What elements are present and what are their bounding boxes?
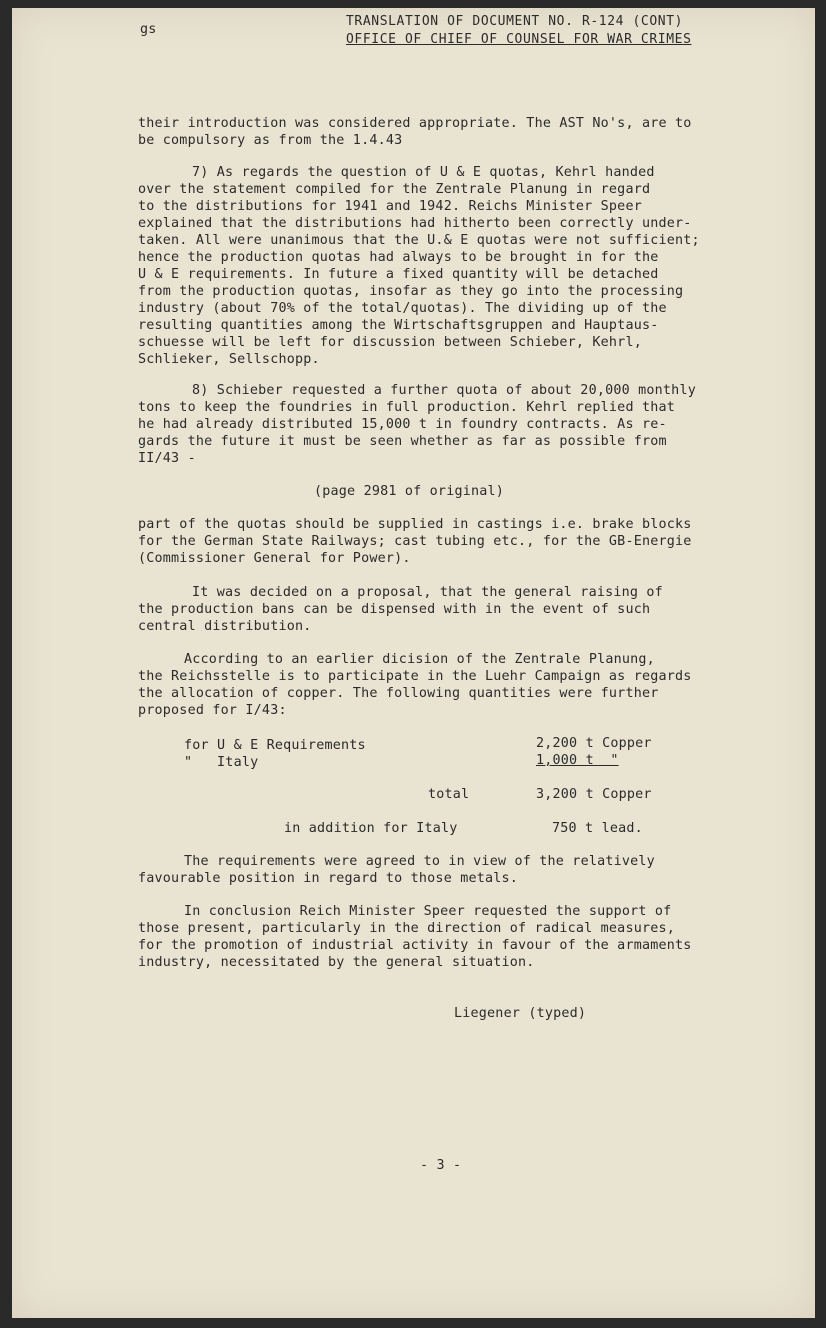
document-page (12, 8, 815, 1318)
text-line: It was decided on a proposal, that the general raising of (192, 585, 663, 600)
text-line: taken. All were unanimous that the U.& E quotas were not sufficient; (138, 233, 700, 248)
text-line: for the German State Railways; cast tubing etc., for the GB-Energie (138, 534, 692, 549)
text-line: he had already distributed 15,000 t in foundry contracts. As re- (138, 417, 667, 432)
allocation-label: " Italy (184, 755, 259, 770)
page-number: - 3 - (420, 1158, 462, 1173)
allocation-extra-label: in addition for Italy (284, 821, 458, 836)
text-line: the allocation of copper. The following quantities were further (138, 686, 659, 701)
text-line: favourable position in regard to those metals. (138, 871, 519, 886)
text-line: the Reichsstelle is to participate in the Luehr Campaign as regards (138, 669, 692, 684)
text-line: be compulsory as from the 1.4.43 (138, 133, 403, 148)
office-title: OFFICE OF CHIEF OF COUNSEL FOR WAR CRIMES (346, 32, 692, 47)
allocation-value: 2,200 t Copper (536, 736, 652, 751)
document-title: TRANSLATION OF DOCUMENT NO. R-124 (CONT) (346, 14, 684, 29)
text-line: resulting quantities among the Wirtschaftsgruppen and Hauptaus- (138, 318, 659, 333)
text-line: In conclusion Reich Minister Speer requested the support of (184, 904, 672, 919)
text-line: 7) As regards the question of U & E quotas, Kehrl handed (192, 165, 655, 180)
text-line: 8) Schieber requested a further quota of about 20,000 monthly (192, 383, 696, 398)
allocation-label: for U & E Requirements (184, 738, 366, 753)
typist-initials: gs (140, 22, 157, 37)
original-page-note: (page 2981 of original) (314, 484, 505, 499)
text-line: Schlieker, Sellschopp. (138, 352, 320, 367)
text-line: tons to keep the foundries in full production. Kehrl replied that (138, 400, 676, 415)
text-line: those present, particularly in the direction of radical measures, (138, 921, 676, 936)
text-line: for the promotion of industrial activity in favour of the armaments (138, 938, 692, 953)
text-line: their introduction was considered appropriate. The AST No's, are to (138, 116, 692, 131)
allocation-total-label: total (428, 787, 470, 802)
text-line: the production bans can be dispensed with in the event of such (138, 602, 651, 617)
text-line: II/43 - (138, 451, 196, 466)
text-line: industry (about 70% of the total/quotas). The dividing up of the (138, 301, 667, 316)
text-line: U & E requirements. In future a fixed quantity will be detached (138, 267, 659, 282)
signature: Liegener (typed) (454, 1006, 587, 1021)
allocation-value: 1,000 t " (536, 753, 619, 768)
text-line: over the statement compiled for the Zentrale Planung in regard (138, 182, 651, 197)
text-line: explained that the distributions had hitherto been correctly under- (138, 216, 692, 231)
text-line: central distribution. (138, 619, 312, 634)
text-line: gards the future it must be seen whether as far as possible from (138, 434, 667, 449)
text-line: from the production quotas, insofar as they go into the processing (138, 284, 684, 299)
text-line: hence the production quotas had always to be brought in for the (138, 250, 659, 265)
allocation-extra-value: 750 t lead. (552, 821, 643, 836)
allocation-total-value: 3,200 t Copper (536, 787, 652, 802)
text-line: According to an earlier dicision of the Zentrale Planung, (184, 652, 655, 667)
text-line: industry, necessitated by the general situation. (138, 955, 535, 970)
text-line: part of the quotas should be supplied in castings i.e. brake blocks (138, 517, 692, 532)
text-line: to the distributions for 1941 and 1942. Reichs Minister Speer (138, 199, 642, 214)
text-line: proposed for I/43: (138, 703, 287, 718)
text-line: schuesse will be left for discussion between Schieber, Kehrl, (138, 335, 642, 350)
text-line: (Commissioner General for Power). (138, 551, 411, 566)
text-line: The requirements were agreed to in view of the relatively (184, 854, 655, 869)
